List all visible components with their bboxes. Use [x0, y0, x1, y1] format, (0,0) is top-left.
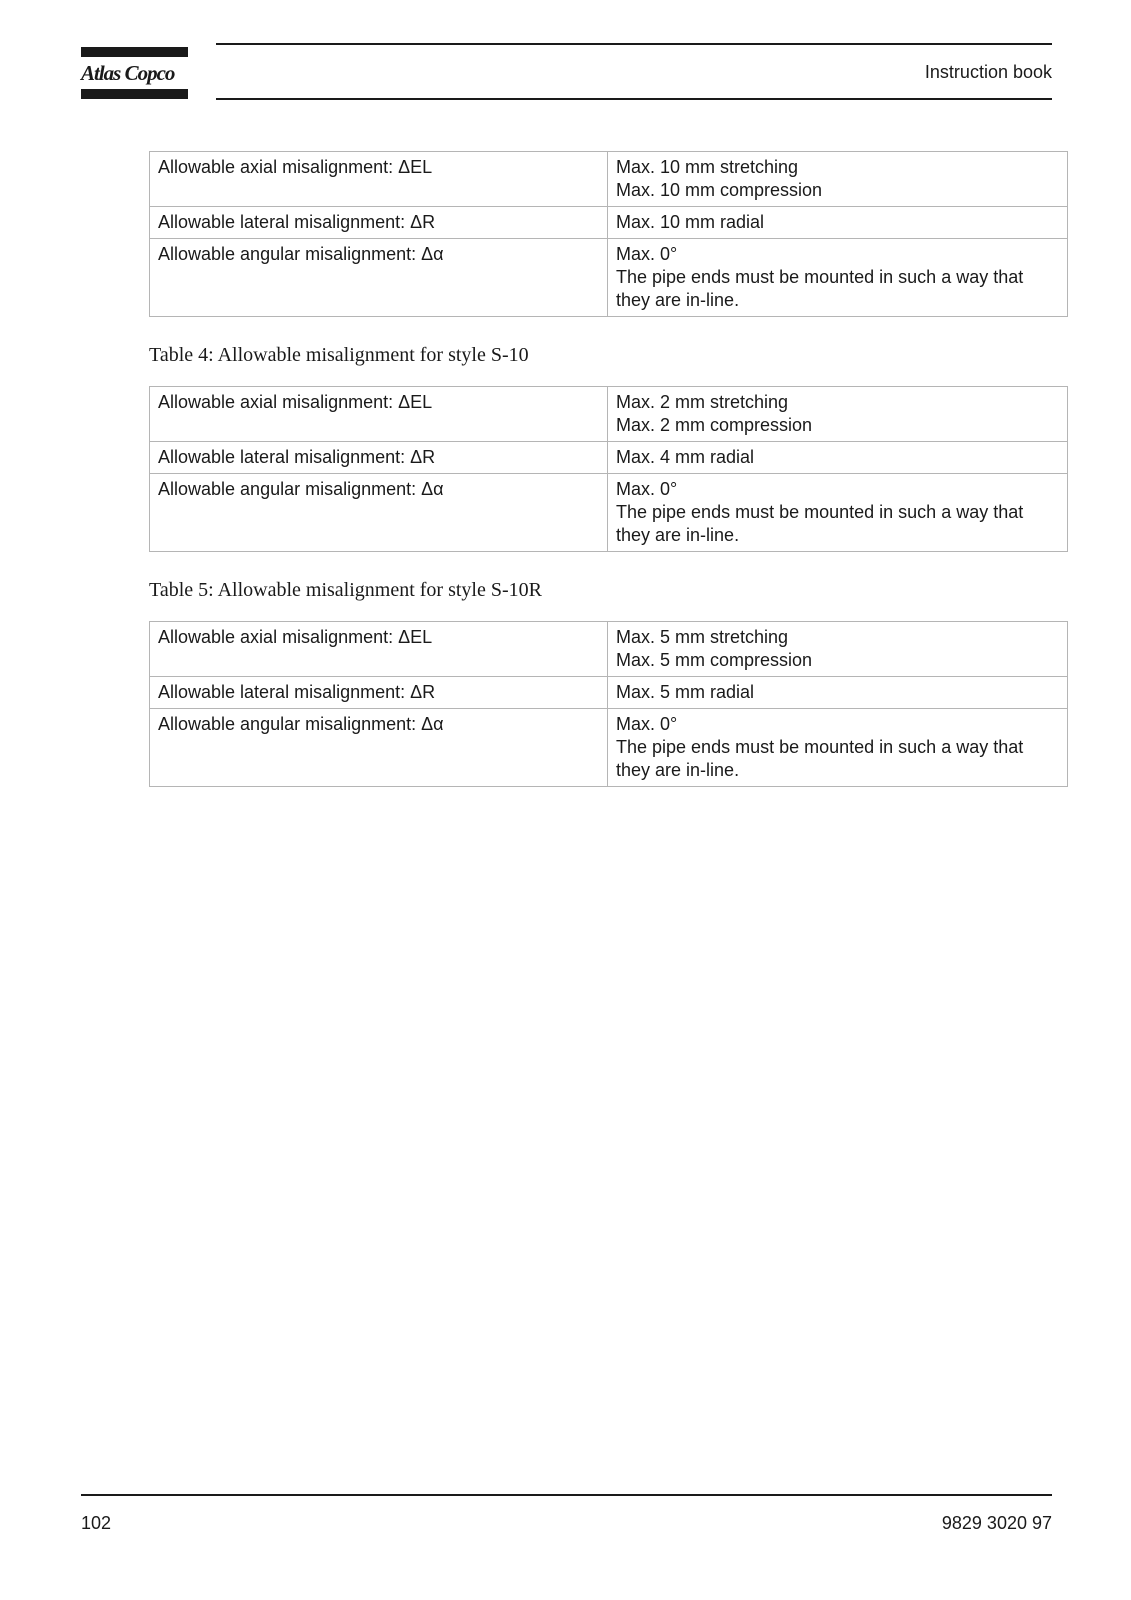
misalignment-table-s8: [149, 151, 1068, 317]
table-cell-value: Max. 0° The pipe ends must be mounted in such a way that they are in-line.: [608, 239, 1068, 317]
table-row: [150, 677, 1068, 709]
misalignment-table-s10: [149, 386, 1068, 552]
table-cell-value: Max. 2 mm stretching Max. 2 mm compression: [608, 387, 1068, 442]
table-cell-label: Allowable axial misalignment: ΔEL: [150, 387, 608, 442]
table-cell-value: Max. 0° The pipe ends must be mounted in such a way that they are in-line.: [608, 709, 1068, 787]
table-row: [150, 474, 1068, 552]
table-cell-label: Allowable lateral misalignment: ΔR: [150, 677, 608, 709]
table-cell-label: Allowable lateral misalignment: ΔR: [150, 442, 608, 474]
footer-rule: [81, 1494, 1052, 1496]
table-row: [150, 622, 1068, 677]
table-5-caption: Table 5: Allowable misalignment for style S-10R: [149, 579, 542, 601]
table-cell-value: Max. 4 mm radial: [608, 442, 1068, 474]
header-title: Instruction book: [924, 62, 1052, 82]
table-row: [150, 709, 1068, 787]
table-cell-value: Max. 10 mm stretching Max. 10 mm compression: [608, 152, 1068, 207]
logo-wordmark: Atlas Copco: [81, 61, 175, 85]
table-cell-label: Allowable angular misalignment: Δα: [150, 709, 608, 787]
table-cell-label: Allowable angular misalignment: Δα: [150, 239, 608, 317]
table-row: [150, 239, 1068, 317]
header-rule-bottom: [216, 98, 1052, 100]
table-cell-label: Allowable angular misalignment: Δα: [150, 474, 608, 552]
table-row: [150, 442, 1068, 474]
table-cell-value: Max. 10 mm radial: [608, 207, 1068, 239]
table-row: [150, 387, 1068, 442]
document-number: 9829 3020 97: [941, 1513, 1052, 1533]
table-cell-value: Max. 5 mm radial: [608, 677, 1068, 709]
table-cell-label: Allowable axial misalignment: ΔEL: [150, 152, 608, 207]
table-cell-value: Max. 0° The pipe ends must be mounted in such a way that they are in-line.: [608, 474, 1068, 552]
header-rule-top: [216, 43, 1052, 45]
table-cell-value: Max. 5 mm stretching Max. 5 mm compression: [608, 622, 1068, 677]
atlas-copco-logo: [81, 47, 188, 99]
misalignment-table-s10r: [149, 621, 1068, 787]
table-cell-label: Allowable lateral misalignment: ΔR: [150, 207, 608, 239]
logo-bar-bottom: [81, 89, 188, 99]
page-number: 102: [81, 1513, 112, 1533]
table-row: [150, 152, 1068, 207]
table-row: [150, 207, 1068, 239]
table-cell-label: Allowable axial misalignment: ΔEL: [150, 622, 608, 677]
logo-bar-top: [81, 47, 188, 57]
table-4-caption: Table 4: Allowable misalignment for style S-10: [149, 344, 529, 366]
